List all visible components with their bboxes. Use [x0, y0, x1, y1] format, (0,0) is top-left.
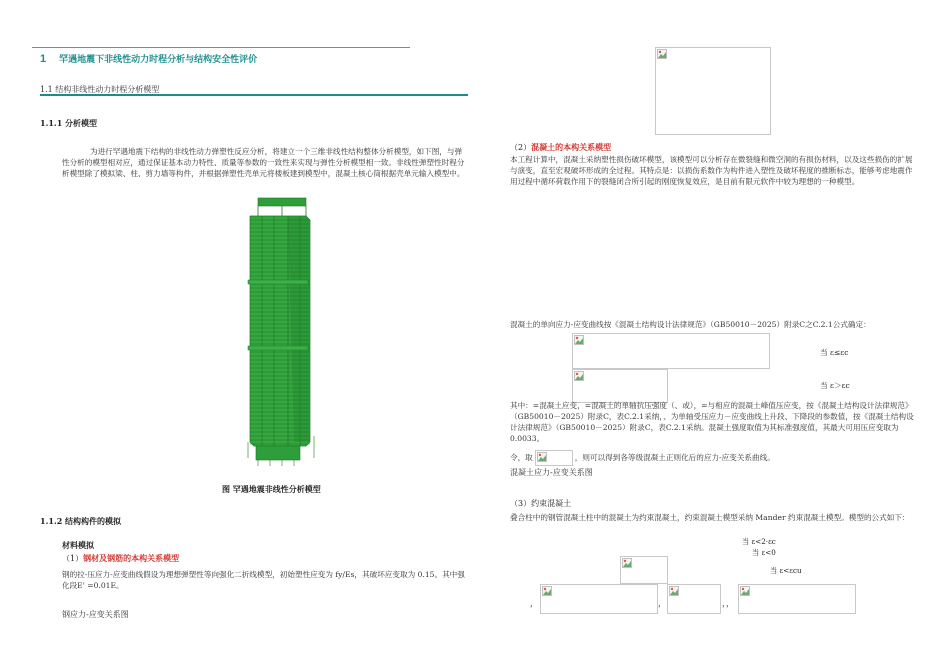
concrete-heading-prefix: （2）	[510, 143, 532, 152]
section-1-title: 罕遇地震下非线性动力时程分析与结构安全性评价	[59, 54, 258, 64]
broken-image-icon	[537, 452, 547, 462]
section-top-rule	[32, 47, 410, 48]
steel-heading-prefix: （1）	[62, 554, 84, 563]
section-1-1-rule	[40, 94, 468, 96]
broken-image-icon	[740, 586, 750, 596]
confined-heading: （3）约束混凝土	[510, 499, 572, 508]
comma-1: ，	[530, 599, 538, 608]
section-1-1-2-heading: 1.1.2 结构构件的模拟	[40, 516, 122, 526]
analysis-model-paragraph: 为进行罕遇地震下结构的非线性动力弹塑性反应分析，将建立一个三维非线性结构整体分析模型，如下图，与弹性分析的模型相对应，通过保证基本动力特性、质量等参数的一致性来实现与弹性分析模型相一致。非线性弹塑性时程分析模型除了模拟梁、柱、剪力墙等构件，并根据弹塑性壳单元将楼板建到模型中，混凝土核心筒根据壳单元输入模型中。	[62, 147, 465, 178]
image-placeholder-top	[655, 47, 771, 135]
ling-prefix: 令，取	[510, 453, 533, 462]
broken-image-icon	[657, 49, 667, 59]
broken-image-icon	[574, 335, 584, 345]
ling-suffix: ，则可以得到各等级混凝土正则化后的应力-应变关系曲线。	[574, 453, 775, 462]
concrete-caption: 混凝土应力-应变关系图	[510, 468, 593, 477]
formula-image-1	[572, 333, 770, 369]
concrete-heading	[510, 142, 611, 153]
steel-caption: 钢应力-应变关系图	[62, 610, 129, 619]
condition-3: 当 ε<2·εc	[742, 537, 776, 546]
broken-image-icon	[669, 586, 679, 596]
section-1-heading	[40, 52, 257, 65]
steel-heading	[62, 553, 179, 564]
materials-label: 材料模拟	[62, 540, 94, 550]
figure-caption: 图 罕遇地震非线性分析模型	[222, 484, 321, 494]
formula-image-6	[738, 584, 856, 614]
formula-image-inline	[535, 450, 573, 466]
section-1-1-1-heading: 1.1.1 分析模型	[40, 118, 98, 128]
condition-4: 当 ε<0	[752, 548, 776, 557]
formula-image-2	[572, 369, 668, 403]
concrete-paragraph: 本工程计算中，混凝土采纳塑性损伤破坏模型，该模型可以分析存在微裂缝和微空洞的有损伤材料，以及这些损伤的扩展与演变，直至宏观破坏形成的全过程。其特点是：以损伤系数作为构件进入塑性及破坏程度的推断标志，能够考虑地震作用过程中循环荷载作用下的裂缝闭合所引起的刚度恢复效应，是目前有限元软件中较为理想的一种模型。	[510, 155, 913, 186]
where-paragraph: 其中：=混凝土应变，=混凝土的单轴抗压强度（、或），=与相应的混凝土峰值压应变，按《混凝土结构设计法律规范》（GB50010－2025）附录C，表C.2.1采纳，、为单轴受压应力－应变曲线上升段、下降段的参数值，按《混凝土结构设计法律规范》（GB50010－2025）附录C，表C.2.1采纳。混凝土强度取值为其标准强度值，其最大可用压应变取为0.0033。	[510, 401, 914, 443]
formula-image-5	[667, 584, 721, 614]
broken-image-icon	[574, 371, 584, 381]
section-1-number: 1	[40, 53, 47, 65]
confined-paragraph: 叠合柱中的钢管混凝土柱中的混凝土为约束混凝土，约束混凝土模型采纳 Mander 约束混凝土模型。模型的公式如下：	[510, 513, 910, 522]
concrete-heading-text: 混凝土的本构关系模型	[531, 142, 612, 152]
broken-image-icon	[622, 558, 632, 568]
condition-1: 当 ε≤εc	[820, 348, 849, 357]
building-model-figure	[244, 196, 320, 468]
uniaxial-paragraph: 混凝土的单向应力-应变曲线按《混凝土结构设计法律规范》（GB50010－2025）附录C之C.2.1公式确定：	[510, 320, 871, 329]
formula-image-3	[620, 556, 668, 584]
broken-image-icon	[542, 586, 552, 596]
ling-line	[510, 450, 920, 466]
comma-3: ，，	[722, 599, 734, 608]
formula-image-4	[540, 584, 658, 614]
comma-2: ，	[658, 599, 666, 608]
condition-5: 当 ε<εcu	[770, 566, 802, 575]
steel-paragraph: 钢的拉-压应力-应变曲线假设为理想弹塑性等向强化二折线模型，初始塑性应变为 fy/Es，其破坏应变取为 0.15。其中强化段E' =0.01E。	[62, 570, 465, 590]
steel-heading-text: 钢材及钢筋的本构关系模型	[83, 553, 180, 563]
condition-2: 当 ε＞εc	[820, 381, 850, 390]
section-1-1-heading: 1.1 结构非线性动力时程分析模型	[40, 85, 160, 94]
